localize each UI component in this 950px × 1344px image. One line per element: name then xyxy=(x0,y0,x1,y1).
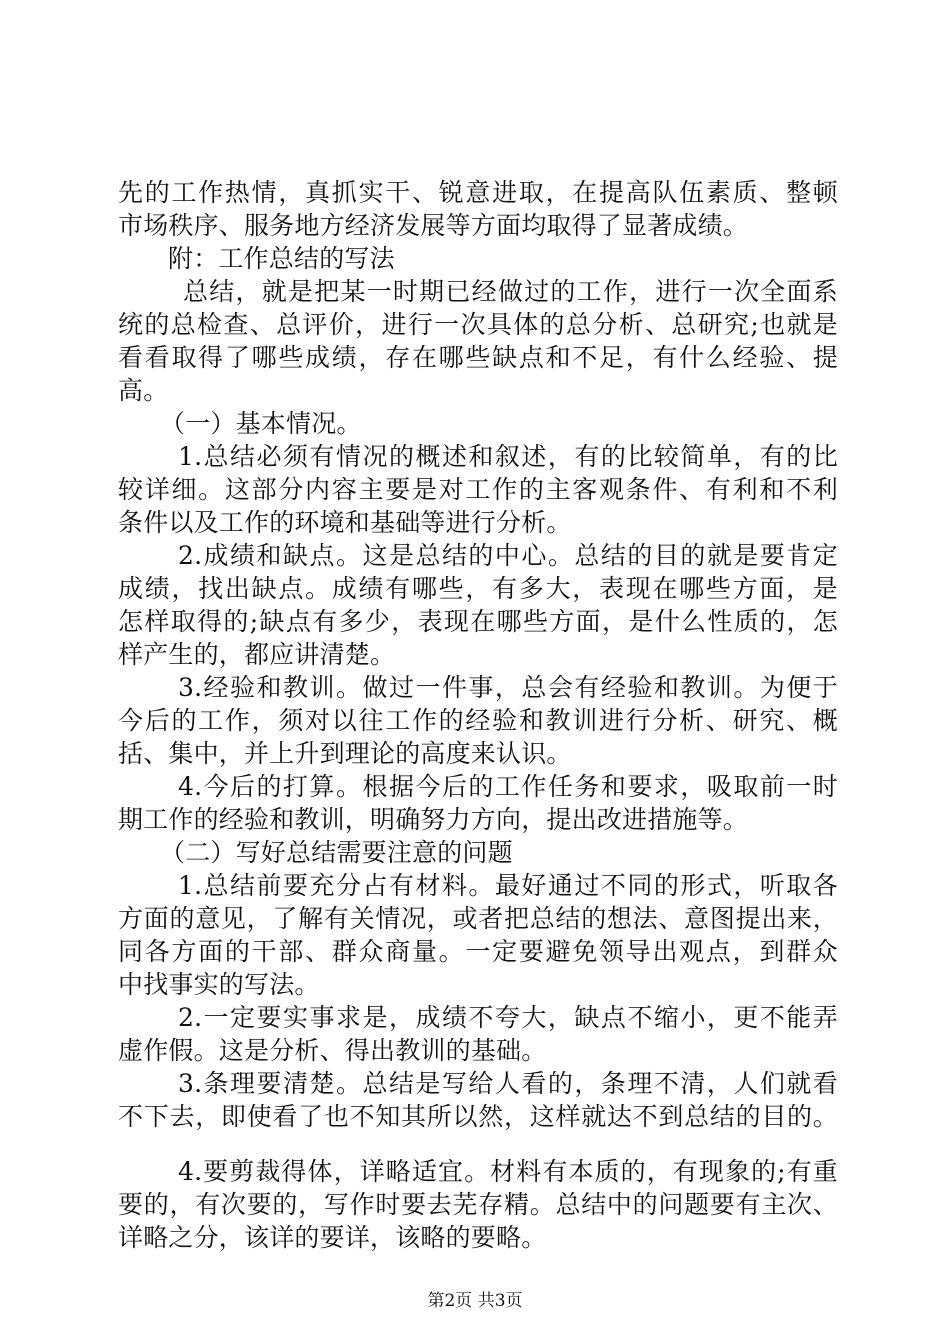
body-text-line: 总结，就是把某一时期已经做过的工作，进行一次全面系 xyxy=(183,277,838,306)
appendix-heading: 附：工作总结的写法 xyxy=(168,244,395,273)
body-text-line: 今后的工作，须对以往工作的经验和教训进行分析、研究、概 xyxy=(118,706,838,735)
body-text-line: 2.成绩和缺点。这是总结的中心。总结的目的就是要肯定 xyxy=(178,541,838,570)
body-text-line: 3.经验和教训。做过一件事，总会有经验和教训。为便于 xyxy=(178,673,838,702)
page-number-footer: 第2页 共3页 xyxy=(427,1291,523,1311)
body-text-line: 高。 xyxy=(118,376,169,405)
body-text-line: 成绩，找出缺点。成绩有哪些，有多大，表现在哪些方面，是 xyxy=(118,574,838,603)
body-text-line: 方面的意见，了解有关情况，或者把总结的想法、意图提出来， xyxy=(118,904,838,933)
body-text-line: 虚作假。这是分析、得出教训的基础。 xyxy=(118,1036,547,1065)
body-text-line: 看看取得了哪些成绩，存在哪些缺点和不足，有什么经验、提 xyxy=(118,343,838,372)
body-text-line: 条件以及工作的环境和基础等进行分析。 xyxy=(118,508,572,537)
section-heading-notes: （二）写好总结需要注意的问题 xyxy=(160,838,513,867)
body-text-line: 2.一定要实事求是，成绩不夸大，缺点不缩小，更不能弄 xyxy=(178,1003,838,1032)
body-text-line: 较详细。这部分内容主要是对工作的主客观条件、有利和不利 xyxy=(118,475,838,504)
body-text-line: 中找事实的写法。 xyxy=(118,970,320,999)
body-text-line: 统的总检查、总评价，进行一次具体的总分析、总研究;也就是 xyxy=(118,310,838,339)
body-text-line: 括、集中，并上升到理论的高度来认识。 xyxy=(118,739,572,768)
body-text-line: 4.今后的打算。根据今后的工作任务和要求，吸取前一时 xyxy=(178,772,838,801)
body-text-line: 怎样取得的;缺点有多少，表现在哪些方面，是什么性质的，怎 xyxy=(118,607,838,636)
body-text-line: 3.条理要清楚。总结是写给人看的，条理不清，人们就看 xyxy=(178,1069,838,1098)
body-text-line: 同各方面的干部、群众商量。一定要避免领导出观点，到群众 xyxy=(118,937,838,966)
body-text-line: 要的，有次要的，写作时要去芜存精。总结中的问题要有主次、 xyxy=(118,1190,838,1219)
body-text-line: 4.要剪裁得体，详略适宜。材料有本质的，有现象的;有重 xyxy=(178,1157,838,1186)
body-text-line: 不下去，即使看了也不知其所以然，这样就达不到总结的目的。 xyxy=(118,1102,838,1131)
body-text-line: 1.总结必须有情况的概述和叙述，有的比较简单，有的比 xyxy=(178,442,838,471)
body-text-line: 详略之分，该详的要详，该略的要略。 xyxy=(118,1223,547,1252)
body-text-line: 1.总结前要充分占有材料。最好通过不同的形式，听取各 xyxy=(178,871,838,900)
body-text-line: 期工作的经验和教训，明确努力方向，提出改进措施等。 xyxy=(118,805,749,834)
body-text-line: 样产生的，都应讲清楚。 xyxy=(118,640,396,669)
body-text-line: 先的工作热情，真抓实干、锐意进取，在提高队伍素质、整顿 xyxy=(118,178,838,207)
section-heading-basic: （一）基本情况。 xyxy=(160,409,362,438)
body-text-line: 市场秩序、服务地方经济发展等方面均取得了显著成绩。 xyxy=(118,211,749,240)
